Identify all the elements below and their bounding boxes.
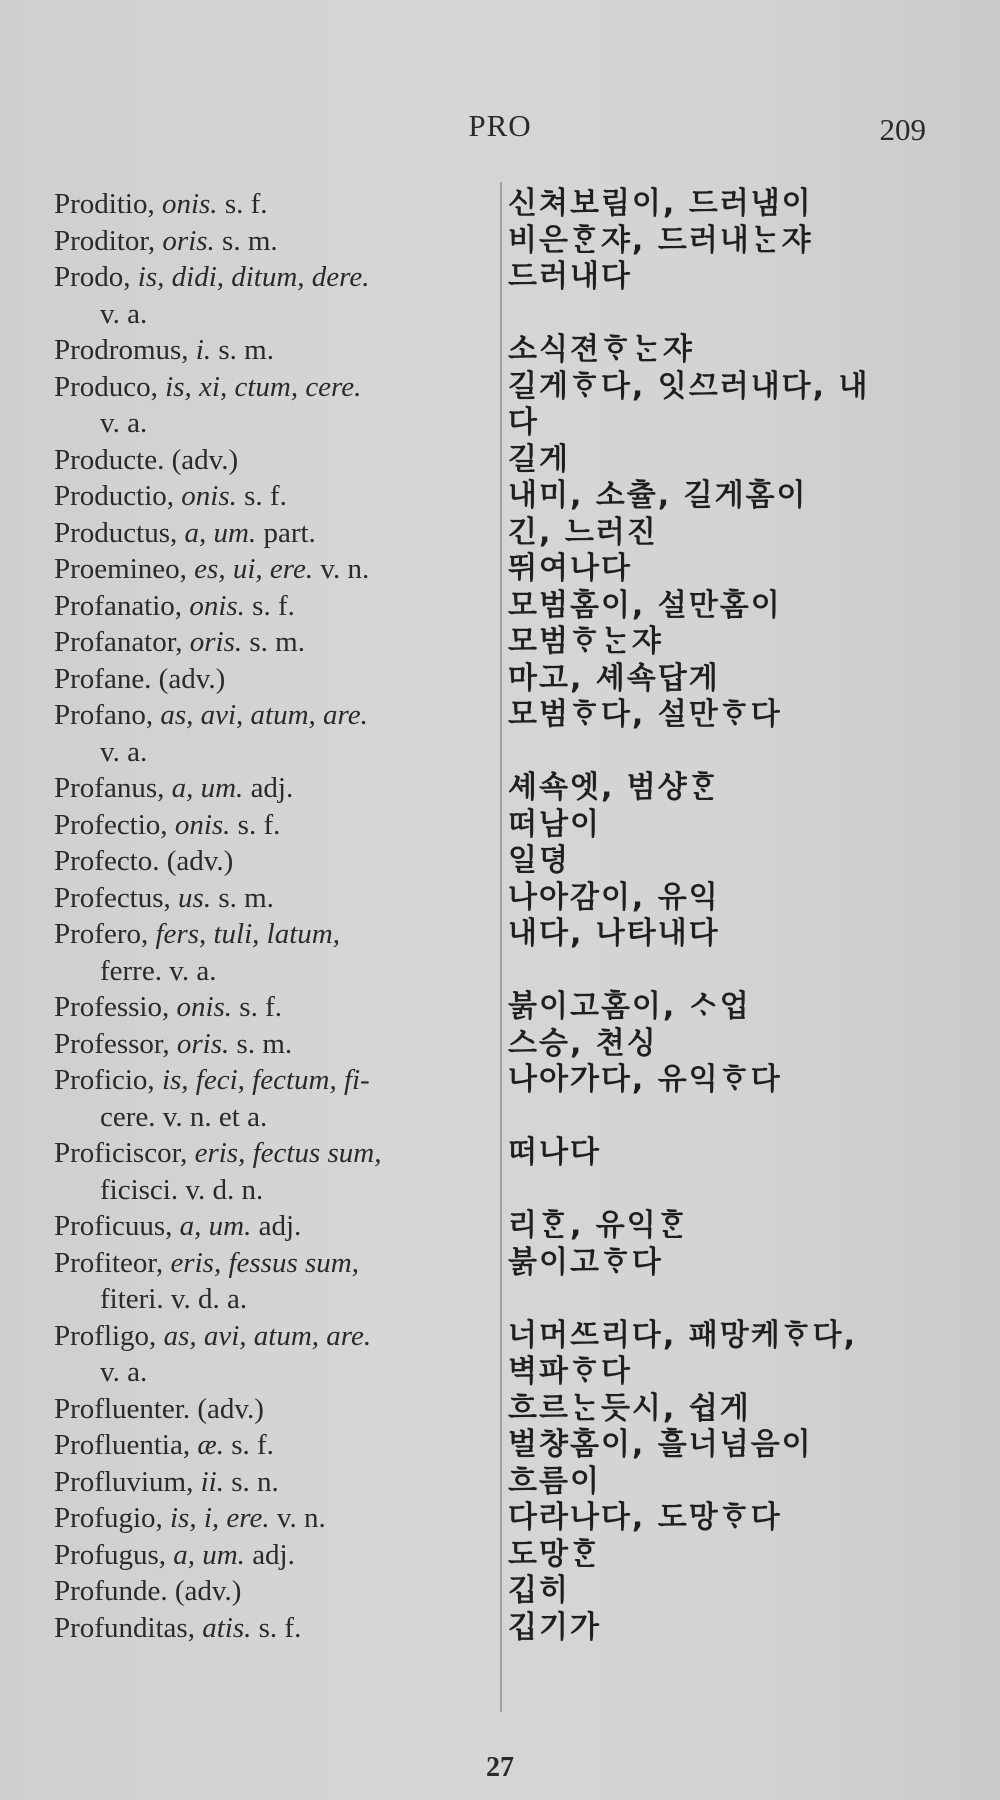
latin-headword [54,1610,496,1647]
latin-headword [54,442,496,479]
gloss-line: 길게 [508,441,570,477]
lemma: Profano, [54,699,161,731]
grammatical-forms: as, avi, atum, are. [163,1319,372,1352]
lemma: Profane. (adv.) [54,662,226,695]
dictionary-entry [54,1537,934,1574]
lemma: Prodromus, [54,334,196,366]
korean-gloss [496,770,720,807]
gloss-line: 벽파ᄒᆞ다 [508,1354,632,1389]
latin-headword [54,880,496,917]
korean-gloss [496,1208,689,1245]
korean-gloss [496,661,720,698]
lemma: Profectio, [54,808,175,841]
grammatical-forms: fers, tuli, latum, [155,918,340,950]
headword-continuation: v. a. [100,407,148,439]
lemma: Profugio, [54,1502,170,1534]
grammatical-forms: is, didi, ditum, dere. [137,261,370,293]
part-of-speech: adj. [243,772,294,804]
korean-gloss [496,1537,601,1574]
gloss-line: 긴, 느러진 [508,514,658,550]
grammatical-forms: onis. [161,188,218,220]
lemma: Professor, [54,1027,177,1060]
korean-gloss [496,551,632,588]
part-of-speech: adj. [251,1210,302,1242]
latin-headword [54,588,496,625]
lemma: Proficiscor, [54,1137,195,1169]
grammatical-forms: ii. [200,1465,224,1498]
grammatical-forms: es, ui, ere. [194,553,314,585]
dictionary-entry [54,697,934,770]
dictionary-entry [54,807,934,844]
lemma: Producte. (adv.) [54,443,239,476]
dictionary-entry [54,661,934,698]
dictionary-entry [54,1610,934,1647]
lemma: Profanator, [54,626,190,658]
grammatical-forms: a, um. [179,1210,252,1242]
gloss-line: 벌챵홈이, 흘너넘음이 [508,1427,813,1462]
lemma: Proditor, [54,224,163,257]
gloss-line: 떠나다 [508,1135,601,1170]
korean-gloss [496,1500,782,1537]
lemma: Prodo, [54,261,138,293]
lemma: Profligo, [54,1319,164,1352]
gloss-line: 도망ᄒᆞᆫ [508,1536,601,1572]
latin-headword [54,332,496,369]
korean-gloss [496,1573,570,1610]
entry-list [54,186,934,1646]
grammatical-forms: atis. [202,1611,252,1644]
lemma: Profugus, [54,1538,174,1571]
gloss-line: 셰쇽엣, 범샹ᄒᆞᆫ [508,770,720,805]
latin-headword [54,807,496,844]
latin-headword [54,661,496,698]
dictionary-entry [54,369,934,442]
grammatical-forms: onis. [176,991,233,1023]
gloss-line: 깁히 [508,1573,570,1608]
part-of-speech: s. m. [229,1027,293,1060]
lemma: Proficio, [54,1064,162,1096]
gloss-line: 뛰여나다 [508,551,632,586]
korean-gloss [496,697,782,734]
gloss-line: 흐름이 [508,1463,601,1499]
latin-headword [54,916,496,989]
dictionary-entry [54,1573,934,1610]
latin-headword [54,1318,496,1391]
part-of-speech: s. m. [211,881,274,914]
korean-gloss [496,1062,782,1099]
grammatical-forms: eris, fectus sum, [194,1137,382,1169]
dictionary-entry [54,843,934,880]
dictionary-entry [54,551,934,588]
grammatical-forms: a, um. [184,516,257,549]
grammatical-forms: as, avi, atum, are. [160,699,368,731]
grammatical-forms: is, xi, ctum, cere. [165,370,362,403]
gloss-line: 마고, 셰쇽답게 [508,660,720,696]
signature-mark: 27 [486,1752,514,1783]
headword-continuation: v. a. [100,1356,148,1388]
gloss-line: 스승, 쳔싱 [508,1025,658,1061]
grammatical-forms: oris. [162,224,215,257]
korean-gloss [496,916,720,953]
latin-headword [54,989,496,1026]
korean-gloss [496,332,694,369]
korean-gloss [496,1391,751,1428]
latin-headword [54,1135,496,1208]
part-of-speech: v. n. [269,1502,326,1534]
dictionary-entry [54,1208,934,1245]
lemma: Professio, [54,991,177,1023]
dictionary-entry [54,1391,934,1428]
dictionary-entry [54,186,934,223]
grammatical-forms: a, um. [173,1538,245,1571]
part-of-speech: s. m. [214,224,278,257]
dictionary-entry [54,1062,934,1135]
korean-gloss [496,1610,601,1647]
part-of-speech: s. f. [217,188,268,220]
lemma: Profero, [54,918,156,950]
korean-gloss [496,1026,658,1063]
latin-headword [54,624,496,661]
korean-gloss [496,223,813,260]
part-of-speech: s. f. [232,991,282,1023]
lemma: Productus, [54,516,185,549]
part-of-speech: s. f. [223,1429,274,1461]
grammatical-forms: æ. [197,1429,224,1461]
dictionary-entry [54,223,934,260]
gloss-line: 붉이고ᄒᆞ다 [508,1244,663,1280]
latin-headword [54,1391,496,1428]
gloss-line: 모범ᄒᆞᄂᆞᆫ쟈 [508,624,663,659]
latin-headword [54,478,496,515]
gloss-line: 소식젼ᄒᆞᄂᆞᆫ쟈 [508,332,694,367]
latin-headword [54,259,496,332]
headword-continuation: cere. v. n. et a. [100,1100,268,1133]
dictionary-entry [54,1245,934,1318]
latin-headword [54,1208,496,1245]
gloss-line: 길게ᄒᆞ다, 잇ᄭᅳ러내다, 내 [508,368,870,404]
gloss-line: 흐르ᄂᆞᆫ듯시, 쉽게 [508,1390,751,1426]
grammatical-forms: onis. [181,480,237,512]
lemma: Proditio, [54,188,162,220]
korean-gloss [496,989,751,1026]
korean-gloss [496,515,658,552]
lemma: Proemineo, [54,553,195,585]
dictionary-entry [54,880,934,917]
grammatical-forms: eris, fessus sum, [170,1246,359,1279]
lemma: Profunde. (adv.) [54,1575,242,1607]
latin-headword [54,1500,496,1537]
dictionary-entry [54,588,934,625]
page-number: 209 [879,112,926,147]
dictionary-entry [54,332,934,369]
dictionary-entry [54,770,934,807]
part-of-speech: adj. [244,1538,295,1571]
korean-gloss [496,807,601,844]
gloss-line: 다라나다, 도망ᄒᆞ다 [508,1500,782,1535]
korean-gloss [496,478,808,515]
dictionary-entry [54,1026,934,1063]
gloss-line: 신쳐보림이, 드러냄이 [508,186,813,221]
lemma: Profunditas, [54,1611,203,1644]
gloss-line: 비은ᄒᆞᆫ쟈, 드러내ᄂᆞᆫ쟈 [508,222,813,258]
gloss-line: 붉이고홈이, ᄉᆞ업 [508,989,751,1024]
grammatical-forms: oris. [189,626,243,658]
latin-headword [54,1537,496,1574]
gloss-line: 너머ᄯᅳ리다, 패망케ᄒᆞ다, [508,1317,858,1353]
dictionary-entry [54,1135,934,1208]
lemma: Profectus, [54,881,179,914]
lemma: Profluvium, [54,1465,201,1498]
dictionary-entry [54,1318,934,1391]
lemma: Profluenter. (adv.) [54,1392,264,1425]
latin-headword [54,515,496,552]
korean-gloss [496,624,663,661]
latin-headword [54,1427,496,1464]
grammatical-forms: onis. [189,589,245,622]
korean-gloss [496,588,782,625]
lemma: Profanus, [54,772,172,804]
grammatical-forms: is, feci, fectum, fi- [161,1064,370,1096]
gloss-line: 모범홈이, 설만홈이 [508,587,782,623]
headword-continuation: v. a. [100,297,148,330]
lemma: Profluentia, [54,1429,198,1461]
korean-gloss [496,259,632,296]
part-of-speech: s. f. [244,589,295,622]
korean-gloss [496,1318,857,1391]
dictionary-entry [54,1427,934,1464]
gloss-line: 일뎡 [508,843,570,878]
part-of-speech: s. m. [242,626,305,658]
korean-gloss [496,1464,601,1501]
gloss-line: 깁기가 [508,1609,601,1645]
dictionary-entry [54,478,934,515]
lemma: Produco, [54,370,166,403]
gloss-line: 내미, 소츌, 길게홈이 [508,478,808,513]
lemma: Profiteor, [54,1246,171,1279]
korean-gloss [496,369,869,442]
grammatical-forms: a, um. [171,772,244,804]
korean-gloss [496,1135,601,1172]
grammatical-forms: onis. [174,808,231,841]
headword-continuation: v. a. [100,735,148,768]
part-of-speech: s. f. [230,808,281,841]
dictionary-entry [54,916,934,989]
latin-headword [54,223,496,260]
lemma: Profecto. (adv.) [54,845,234,877]
gloss-line: 나아감이, 유익 [508,879,720,915]
dictionary-entry [54,989,934,1026]
latin-headword [54,1464,496,1501]
gloss-line: 다 [508,405,539,440]
latin-headword [54,1026,496,1063]
korean-gloss [496,1245,663,1282]
korean-gloss [496,843,570,880]
gloss-line: 떠남이 [508,806,601,842]
gloss-line: 모범ᄒᆞ다, 설만ᄒᆞ다 [508,697,782,732]
headword-continuation: fiteri. v. d. a. [100,1283,248,1315]
part-of-speech: s. f. [236,480,287,512]
latin-headword [54,1245,496,1318]
dictionary-entry [54,259,934,332]
latin-headword [54,1062,496,1135]
part-of-speech: v. n. [313,553,370,585]
part-of-speech: s. n. [224,1465,279,1498]
korean-gloss [496,186,813,223]
korean-gloss [496,442,570,479]
dictionary-entry [54,1464,934,1501]
headword-continuation: ferre. v. a. [100,954,217,987]
latin-headword [54,186,496,223]
korean-gloss [496,880,720,917]
grammatical-forms: us. [178,881,212,914]
latin-headword [54,697,496,770]
lemma: Profanatio, [54,589,190,622]
latin-headword [54,369,496,442]
gloss-line: 드러내다 [508,259,632,294]
grammatical-forms: is, i, ere. [170,1502,270,1534]
running-head: PRO [468,108,532,143]
gloss-line: 내다, 나타내다 [508,916,720,951]
part-of-speech: s. m. [211,334,274,366]
dictionary-entry [54,1500,934,1537]
dictionary-entry [54,515,934,552]
part-of-speech: part. [256,516,316,549]
latin-headword [54,1573,496,1610]
gloss-line: 리ᄒᆞᆫ, 유익ᄒᆞᆫ [508,1208,689,1243]
gloss-line: 나아가다, 유익ᄒᆞ다 [508,1062,782,1097]
grammatical-forms: i. [195,334,212,366]
dictionary-entry [54,624,934,661]
lemma: Proficuus, [54,1210,180,1242]
latin-headword [54,843,496,880]
lemma: Productio, [54,480,182,512]
korean-gloss [496,1427,813,1464]
grammatical-forms: oris. [176,1027,230,1060]
headword-continuation: ficisci. v. d. n. [100,1173,264,1206]
dictionary-entry [54,442,934,479]
latin-headword [54,551,496,588]
part-of-speech: s. f. [251,1611,302,1644]
latin-headword [54,770,496,807]
